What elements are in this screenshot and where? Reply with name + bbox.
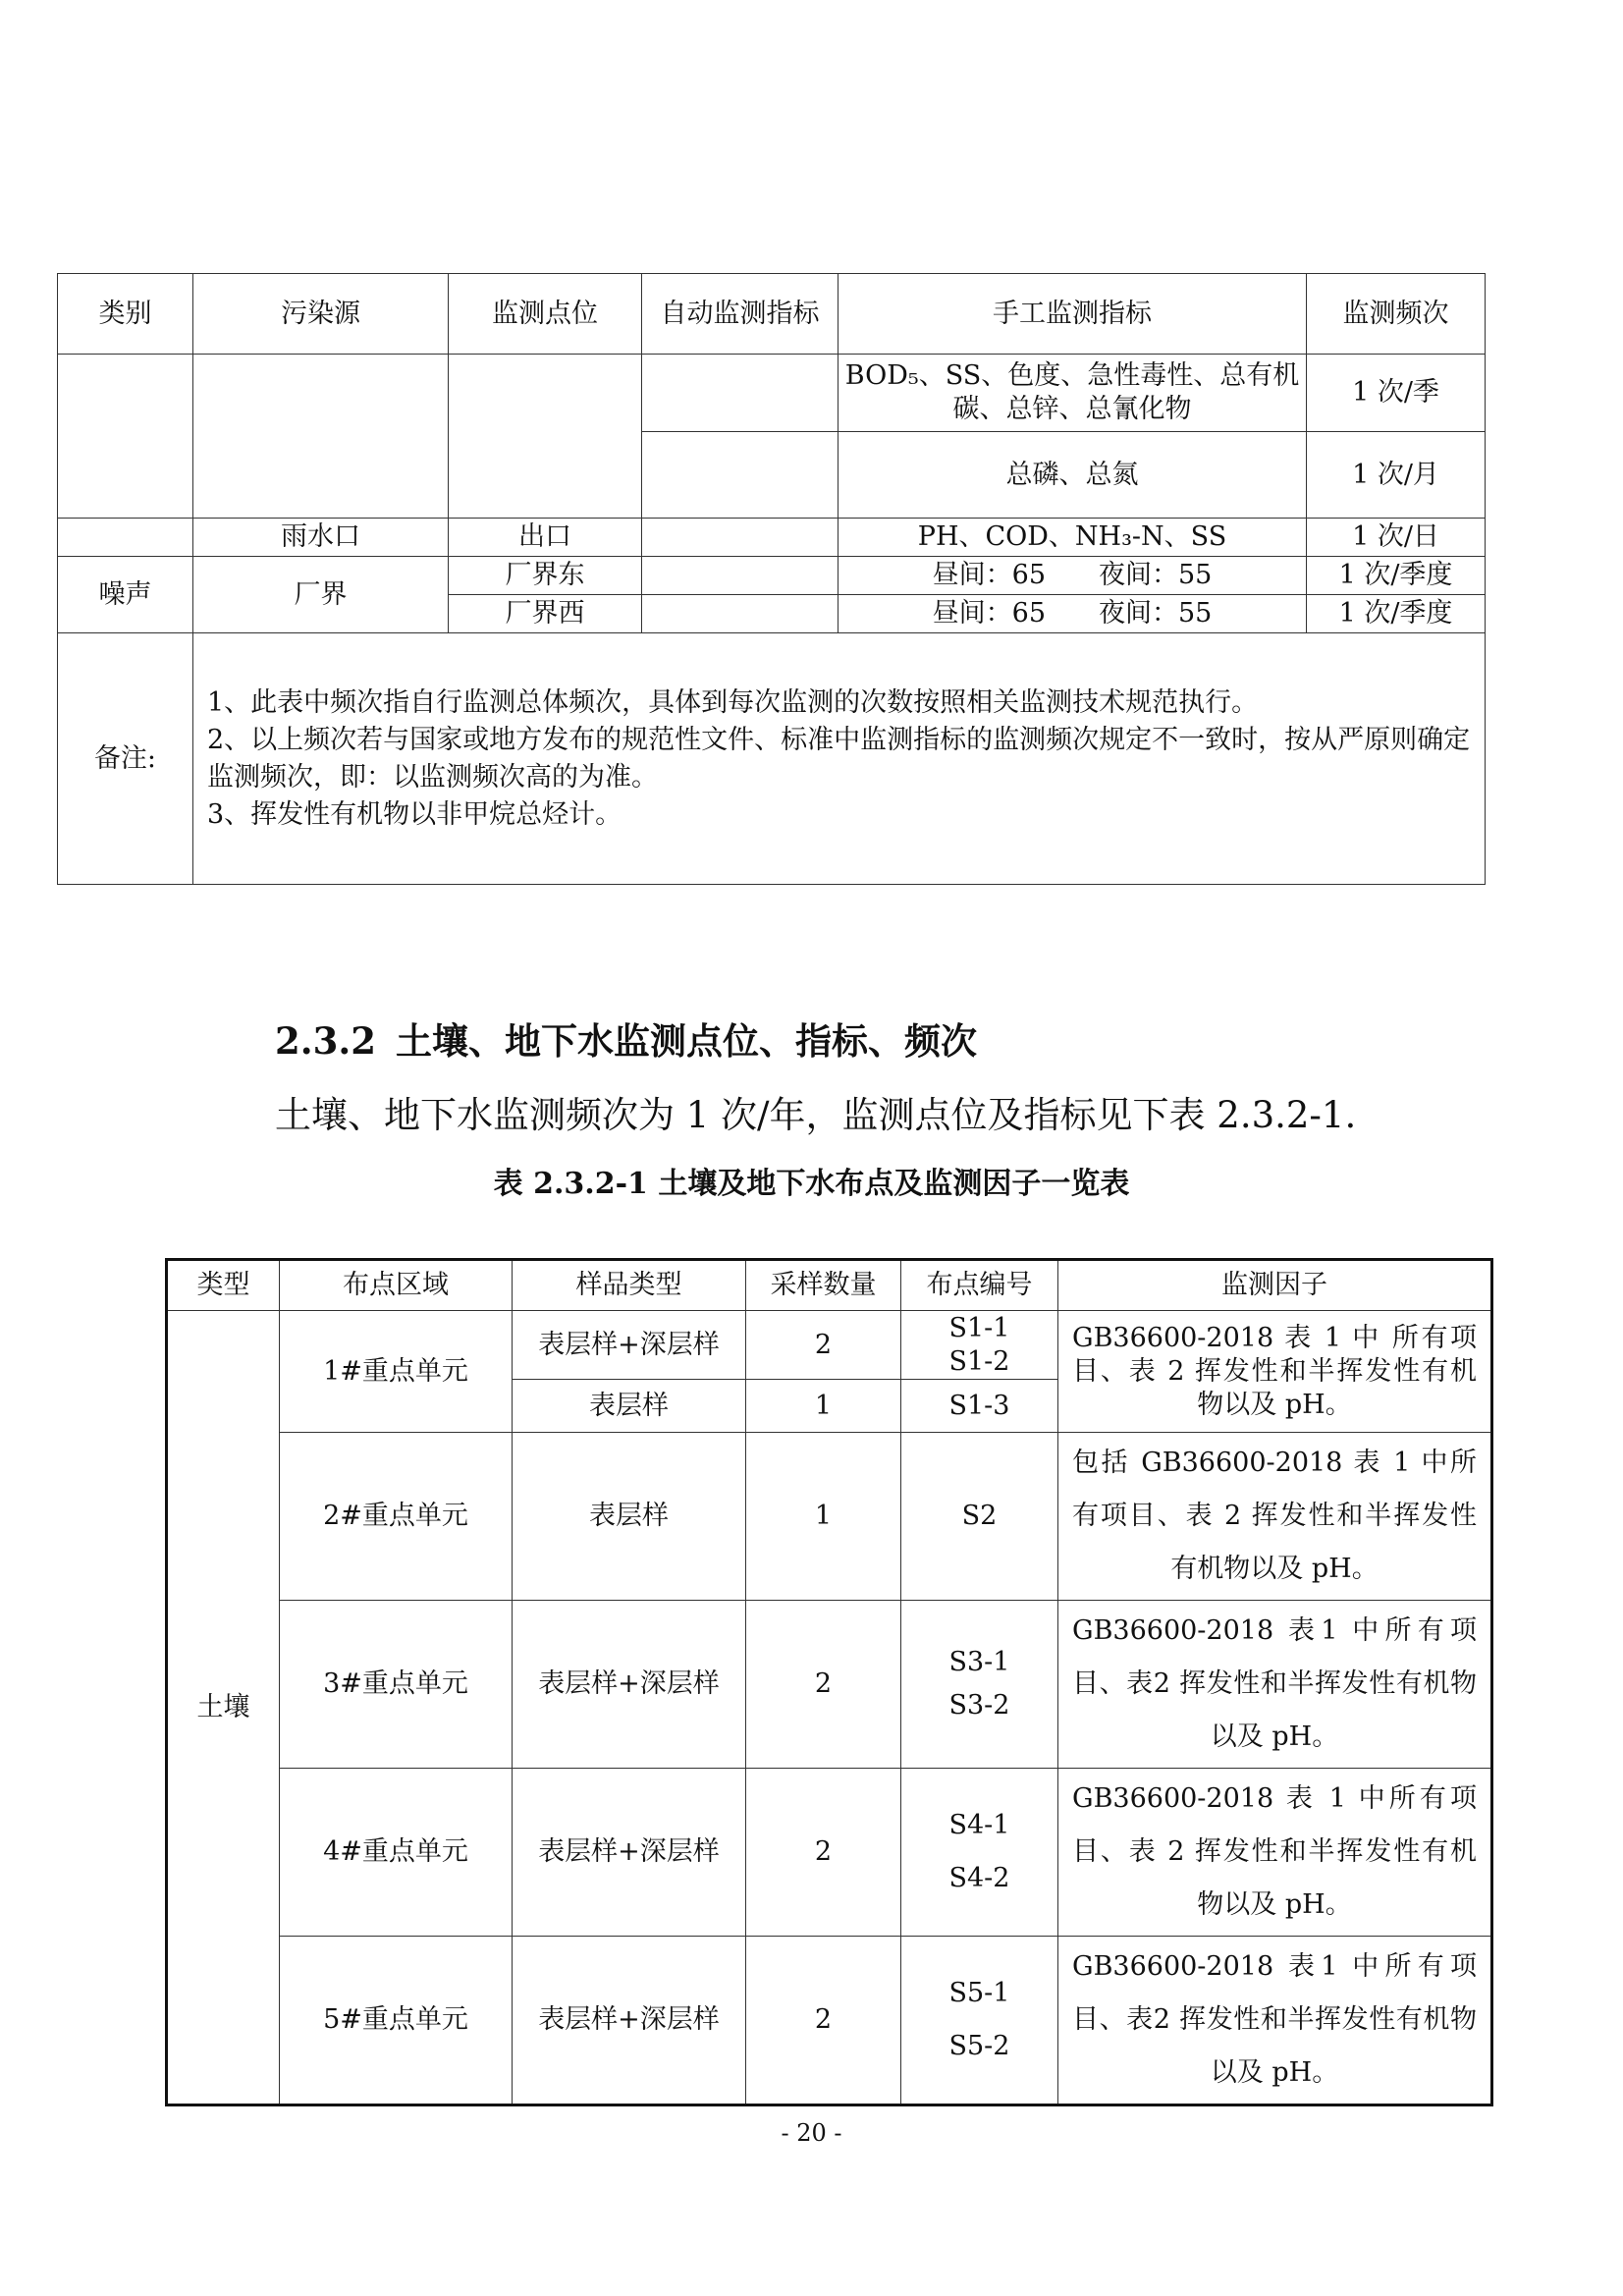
point-cell xyxy=(449,355,642,519)
header-cell: 污染源 xyxy=(193,274,449,355)
point-id: S1-2 xyxy=(948,1345,1010,1377)
count-cell: 2 xyxy=(746,1769,901,1937)
auto-cell xyxy=(642,519,839,557)
factor-cell: GB36600-2018 表1 中所有项目、表2 挥发性和半挥发性有机物以及 pH。 xyxy=(1058,1937,1492,2105)
notes-label: 备注: xyxy=(58,633,193,885)
monitoring-table xyxy=(57,273,1486,885)
note-line: 3、挥发性有机物以非甲烷总烃计。 xyxy=(207,798,622,830)
soil-table xyxy=(165,1258,1493,2106)
freq-cell: 1 次/季度 xyxy=(1307,557,1486,595)
table-row xyxy=(58,355,1486,432)
point-id: S4-1 xyxy=(948,1810,1010,1840)
table-row xyxy=(58,557,1486,595)
freq-cell: 1 次/季度 xyxy=(1307,595,1486,633)
sample-cell: 表层样+深层样 xyxy=(513,1937,746,2105)
type-cell: 土壤 xyxy=(167,1311,280,2105)
page-number: - 20 - xyxy=(781,2119,842,2147)
header-cell: 采样数量 xyxy=(746,1260,901,1311)
auto-cell xyxy=(642,355,839,432)
factor-cell: GB36600-2018 表1 中所有项目、表2 挥发性和半挥发性有机物以及 pH。 xyxy=(1058,1601,1492,1769)
sample-cell: 表层样+深层样 xyxy=(513,1769,746,1937)
count-cell: 2 xyxy=(746,1311,901,1380)
sample-cell: 表层样+深层样 xyxy=(513,1601,746,1769)
point-cell: 出口 xyxy=(449,519,642,557)
table-header-row xyxy=(58,274,1486,355)
header-cell: 监测点位 xyxy=(449,274,642,355)
table-row xyxy=(167,1937,1492,2105)
factor-cell: 包括 GB36600-2018 表 1 中所有项目、表 2 挥发性和半挥发性有机物以及 pH。 xyxy=(1058,1433,1492,1601)
section-heading xyxy=(275,1011,977,1065)
source-cell: 雨水口 xyxy=(193,519,449,557)
freq-cell: 1 次/月 xyxy=(1307,432,1486,519)
table-row xyxy=(167,1433,1492,1601)
count-cell: 2 xyxy=(746,1937,901,2105)
source-cell: 厂界 xyxy=(193,557,449,633)
category-cell: 噪声 xyxy=(58,557,193,633)
count-cell: 1 xyxy=(746,1433,901,1601)
header-cell: 样品类型 xyxy=(513,1260,746,1311)
ids-cell xyxy=(901,1769,1058,1937)
ids-cell xyxy=(901,1311,1058,1380)
manual-cell: 总磷、总氮 xyxy=(839,432,1307,519)
note-line: 2、以上频次若与国家或地方发布的规范性文件、标准中监测指标的监测频次规定不一致时，按从严原则确定监测频次，即：以监测频次高的为准。 xyxy=(207,724,1471,793)
point-cell: 厂界东 xyxy=(449,557,642,595)
ids-cell: S1-3 xyxy=(901,1380,1058,1433)
header-cell: 自动监测指标 xyxy=(642,274,839,355)
point-id: S5-2 xyxy=(948,2031,1010,2061)
point-id: S5-1 xyxy=(948,1978,1010,2008)
auto-cell xyxy=(642,432,839,519)
ids-cell xyxy=(901,1601,1058,1769)
body-paragraph: 土壤、地下水监测频次为 1 次/年，监测点位及指标见下表 2.3.2-1. xyxy=(275,1094,1357,1136)
source-cell xyxy=(193,355,449,519)
category-cell xyxy=(58,519,193,557)
sample-cell: 表层样 xyxy=(513,1433,746,1601)
note-line: 1、此表中频次指自行监测总体频次，具体到每次监测的次数按照相关监测技术规范执行。 xyxy=(207,686,1259,718)
factor-cell: GB36600-2018 表 1 中 所有项目、表 2 挥发性和半挥发性有机物以及 pH。 xyxy=(1058,1311,1492,1433)
area-cell: 1#重点单元 xyxy=(280,1311,513,1433)
section-number: 2.3.2 xyxy=(275,1019,376,1063)
header-cell: 类型 xyxy=(167,1260,280,1311)
header-cell: 监测因子 xyxy=(1058,1260,1492,1311)
header-cell: 监测频次 xyxy=(1307,274,1486,355)
section-title: 土壤、地下水监测点位、指标、频次 xyxy=(396,1019,977,1063)
area-cell: 4#重点单元 xyxy=(280,1769,513,1937)
area-cell: 2#重点单元 xyxy=(280,1433,513,1601)
table-row xyxy=(58,519,1486,557)
point-id: S3-1 xyxy=(948,1647,1010,1677)
auto-cell xyxy=(642,595,839,633)
table-row xyxy=(167,1601,1492,1769)
header-cell: 布点编号 xyxy=(901,1260,1058,1311)
ids-cell: S2 xyxy=(901,1433,1058,1601)
factor-cell: GB36600-2018 表 1 中所有项目、表 2 挥发性和半挥发性有机物以及 pH。 xyxy=(1058,1769,1492,1937)
manual-cell: PH、COD、NH₃-N、SS xyxy=(839,519,1307,557)
table-header-row xyxy=(167,1260,1492,1311)
point-id: S3-2 xyxy=(948,1690,1010,1721)
header-cell: 类别 xyxy=(58,274,193,355)
count-cell: 2 xyxy=(746,1601,901,1769)
manual-cell: 昼间：65 夜间：55 xyxy=(839,557,1307,595)
header-cell: 手工监测指标 xyxy=(839,274,1307,355)
ids-cell xyxy=(901,1937,1058,2105)
auto-cell xyxy=(642,557,839,595)
manual-cell: 昼间：65 夜间：55 xyxy=(839,595,1307,633)
freq-cell: 1 次/日 xyxy=(1307,519,1486,557)
category-cell xyxy=(58,355,193,519)
notes-cell xyxy=(193,633,1486,885)
sample-cell: 表层样 xyxy=(513,1380,746,1433)
table-caption: 表 2.3.2-1 土壤及地下水布点及监测因子一览表 xyxy=(493,1167,1130,1201)
area-cell: 3#重点单元 xyxy=(280,1601,513,1769)
sample-cell: 表层样+深层样 xyxy=(513,1311,746,1380)
point-id: S4-2 xyxy=(948,1863,1010,1893)
point-id: S1-1 xyxy=(948,1312,1010,1343)
count-cell: 1 xyxy=(746,1380,901,1433)
manual-cell: BOD₅、SS、色度、急性毒性、总有机碳、总锌、总氰化物 xyxy=(839,355,1307,432)
table-row xyxy=(167,1311,1492,1380)
table-row xyxy=(167,1769,1492,1937)
header-cell: 布点区域 xyxy=(280,1260,513,1311)
area-cell: 5#重点单元 xyxy=(280,1937,513,2105)
point-cell: 厂界西 xyxy=(449,595,642,633)
notes-row xyxy=(58,633,1486,885)
freq-cell: 1 次/季 xyxy=(1307,355,1486,432)
